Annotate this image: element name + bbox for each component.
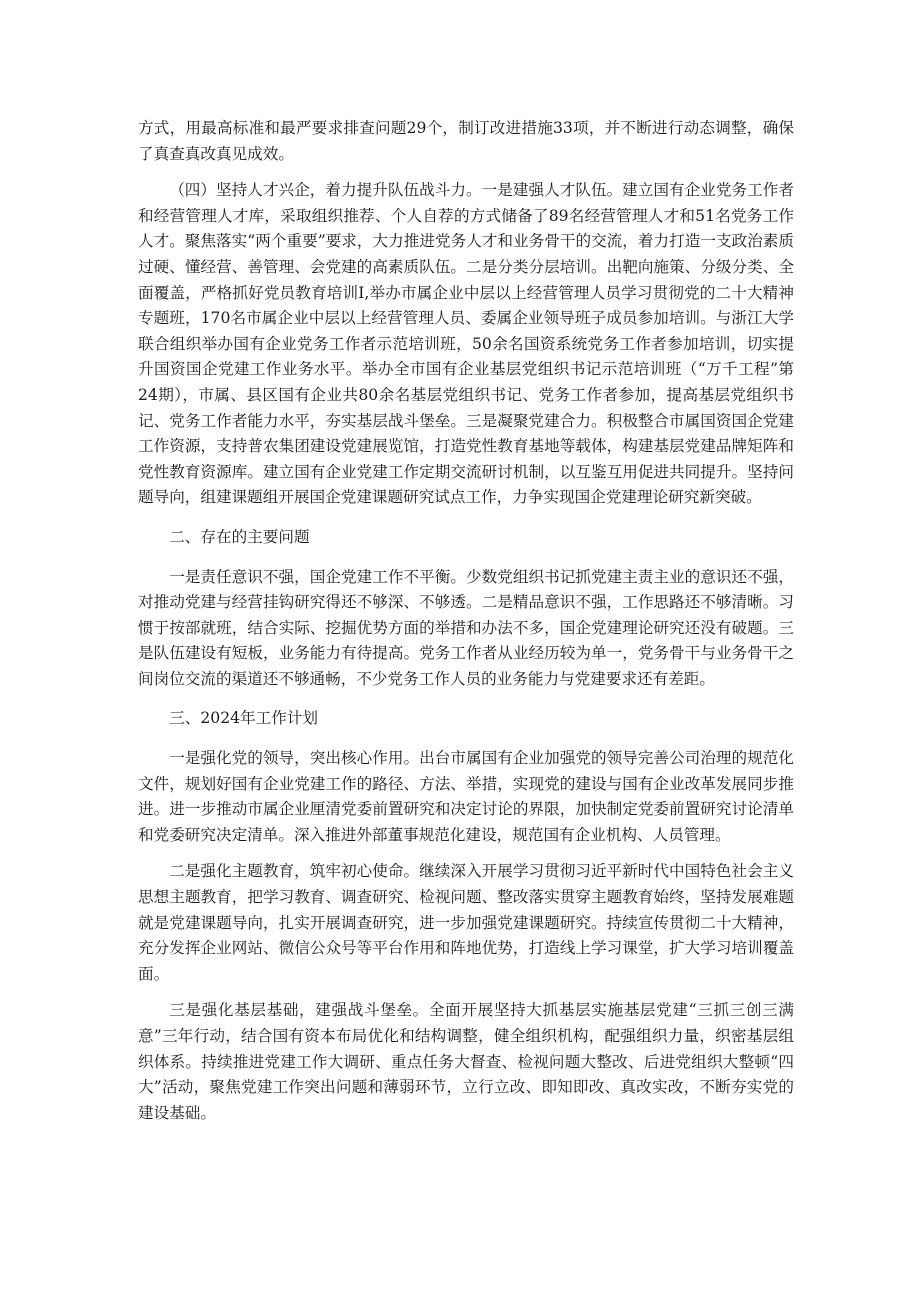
- paragraph-problems: 一是责任意识不强，国企党建工作不平衡。少数党组织书记抓党建主责主业的意识还不强，对推动党建与经营挂钩研究得还不够深、不够透。二是精品意识不强，工作思路还不够清晰。习惯于按部就班，结合实际、挖掘优势方面的举措和办法不多，国企党建理论研究还没有破题。三是队伍建设有短板，业务能力有待提高。党务工作者从业经历较为单一，党务骨干与业务骨干之间岗位交流的渠道还不够通畅，不少党务工作人员的业务能力与党建要求还有差距。: [138, 567, 794, 688]
- paragraph-plan-education: 二是强化主题教育，筑牢初心使命。继续深入开展学习贯彻习近平新时代中国特色社会主义思想主题教育，把学习教育、调查研究、检视问题、整改落实贯穿主题教育始终，坚持发展难题就是党建课题导向，扎实开展调查研究，进一步加强党建课题研究。持续宣传贯彻二十大精神，充分发挥企业网站、微信公众号等平台作用和阵地优势，打造线上学习课堂，扩大学习培训覆盖面。: [138, 862, 794, 983]
- section-heading-problems: 二、存在的主要问题: [169, 527, 310, 546]
- section-heading-plan-2024: 三、2024年工作计划: [169, 709, 319, 728]
- paragraph-continuation: 方式，用最高标准和最严要求排查问题29个，制订改进措施33项，并不断进行动态调整，确保了真查真改真见成效。: [138, 119, 794, 163]
- paragraph-plan-leadership: 一是强化党的领导，突出核心作用。出台市属国有企业加强党的领导完善公司治理的规范化文件，规划好国有企业党建工作的路径、方法、举措，实现党的建设与国有企业改革发展同步推进。进一步推动市属企业厘清党委前置研究和决定讨论的界限，加快制定党委前置研究讨论清单和党委研究决定清单。深入推进外部董事规范化建设，规范国有企业机构、人员管理。: [138, 749, 794, 844]
- paragraph-plan-grassroots: 三是强化基层基础，建强战斗堡垒。全面开展坚持大抓基层实施基层党建“三抓三创三满意”三年行动，结合国有资本布局优化和结构调整，健全组织机构，配强组织力量，织密基层组织体系。持续推进党建工作大调研、重点任务大督查、检视问题大整改、后进党组织大整顿“四大”活动，聚焦党建工作突出问题和薄弱环节，立行立改、即知即改、真改实改，不断夯实党的建设基础。: [138, 1001, 794, 1122]
- paragraph-talent-building: （四）坚持人才兴企，着力提升队伍战斗力。一是建强人才队伍。建立国有企业党务工作者和经营管理人才库，采取组织推荐、个人自荐的方式储备了89名经营管理人才和51名党务工作人才。聚焦落实“两个重要”要求，大力推进党务人才和业务骨干的交流，着力打造一支政治素质过硬、懂经营、善管理、会党建的高素质队伍。二是分类分层培训。出靶向施策、分级分类、全面覆盖，严格抓好党员教育培训I,举办市属企业中层以上经营管理人员学习贯彻党的二十大精神专题班，170名市属企业中层以上经营管理人员、委属企业领导班子成员参加培训。与浙江大学联合组织举办国有企业党务工作者示范培训班，50余名国资系统党务工作者参加培训，切实提升国资国企党建工作业务水平。举办全市国有企业基层党组织书记示范培训班（“万千工程”第24期），市属、县区国有企业共80余名基层党组织书记、党务工作者参加，提高基层党组织书记、党务工作者能力水平，夯实基层战斗堡垒。三是凝聚党建合力。积极整合市属国资国企党建工作资源，支持普农集团建设党建展览馆，打造党性教育基地等载体，构建基层党建品牌矩阵和党性教育资源库。建立国有企业党建工作定期交流研讨机制，以互鉴互用促进共同提升。坚持问题导向，组建课题组开展国企党建课题研究试点工作，力争实现国企党建理论研究新突破。: [138, 181, 794, 507]
- document-body: [138, 116, 794, 1126]
